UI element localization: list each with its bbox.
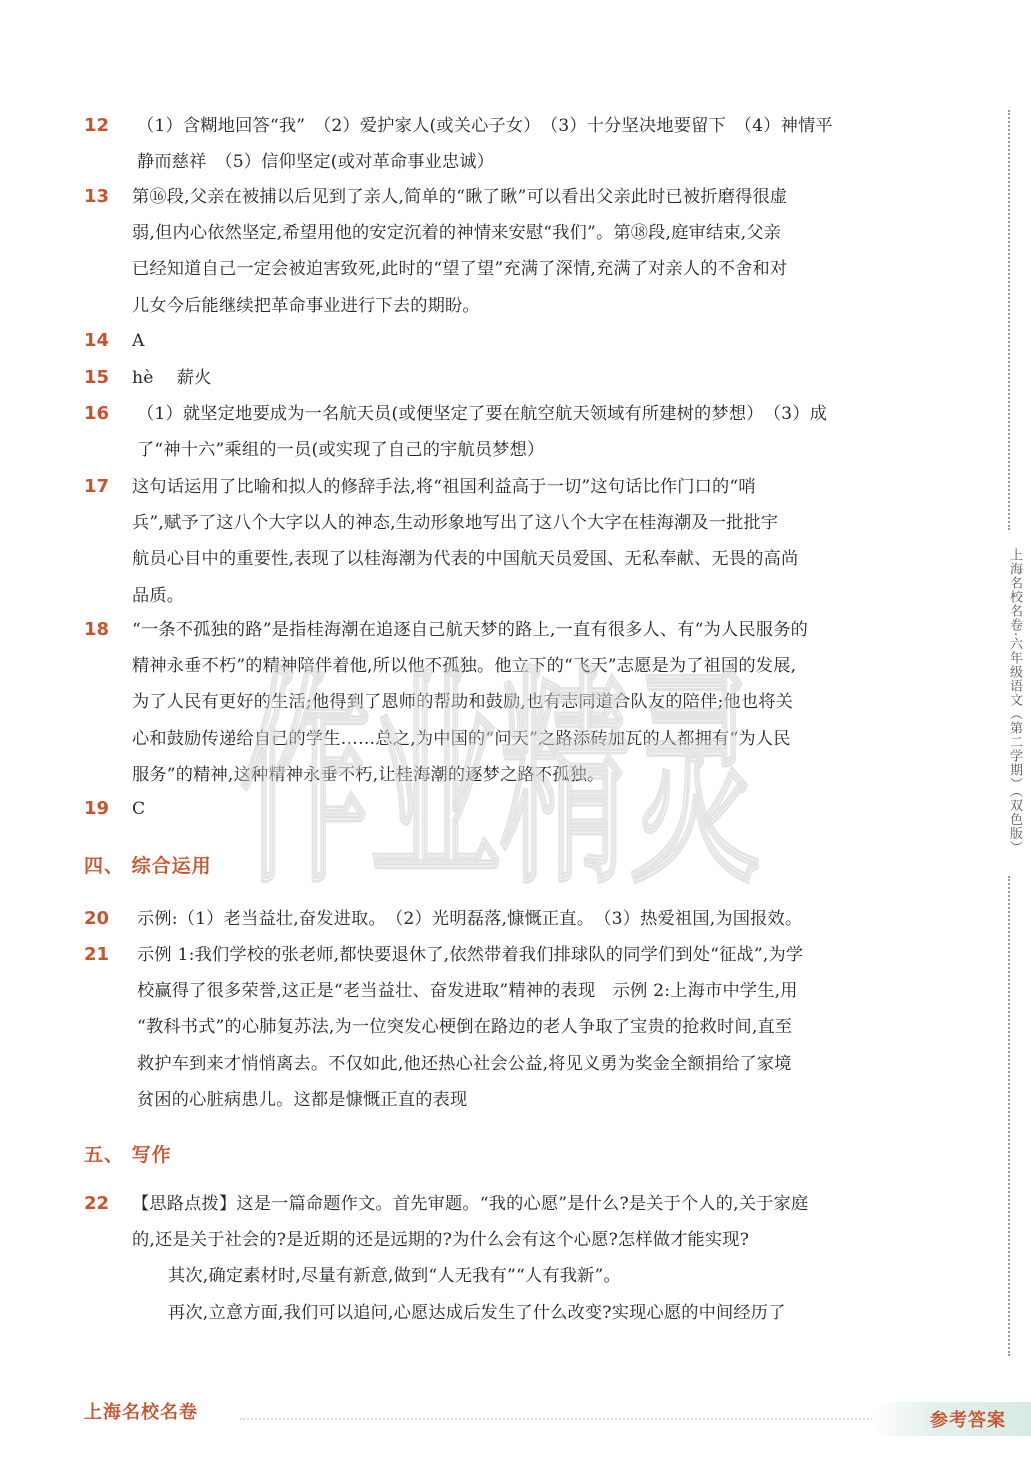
question-number: 21 (84, 944, 110, 965)
question-number: 19 (84, 798, 110, 819)
answer-line: 心和鼓励传递给自己的学生……总之,为中国的“问天”之路添砖加瓦的人都拥有“为人民 (132, 728, 791, 749)
answer-line: 品质。 (132, 585, 185, 606)
answer-text (132, 323, 964, 359)
answer-line: 校赢得了很多荣誉,这正是“老当益壮、奋发进取”精神的表现 示例 2:上海市中学生,用 (137, 981, 798, 1002)
answer-line: A (132, 331, 145, 351)
answer-text (132, 791, 964, 827)
side-book-title: 上海名校名卷·六年级语文（第二学期）（双色版） (1007, 548, 1022, 855)
answer-line: 弱,但内心依然坚定,希望用他的安定沉着的神情来安慰“我们”。第⑱段,庭审结束,父亲 (132, 223, 782, 244)
question-number: 20 (84, 908, 110, 929)
answer-line: 为了人民有更好的生活;他得到了恩师的帮助和鼓励,也有志同道合队友的陪伴;他也将关 (132, 692, 793, 713)
answer-line: 服务”的精神,这种精神永垂不朽,让桂海潮的逐梦之路不孤独。 (132, 764, 605, 785)
answer-line: 这句话运用了比喻和拟人的修辞手法,将“祖国利益高于一切”这句话比作门口的“哨 (132, 477, 756, 497)
answer-line: “一条不孤独的路”是指桂海潮在追逐自己航天梦的路上,一直有很多人、有“为人民服务的 (132, 620, 808, 640)
answer-line: 贫困的心脏病患儿。这都是慷慨正直的表现 (137, 1089, 468, 1110)
answer-text (132, 1186, 964, 1331)
section-heading: 五、 写作 (84, 1144, 172, 1166)
side-divider (1008, 876, 1012, 1356)
answer-line: C (132, 799, 146, 819)
question-number: 16 (84, 403, 110, 424)
footer-divider (240, 1418, 880, 1420)
answer-line: 其次,确定素材时,尽量有新意,做到“人无我有”“人有我新”。 (168, 1266, 621, 1287)
answer-line: 第⑯段,父亲在被捕以后见到了亲人,简单的“瞅了瞅”可以看出父亲此时已被折磨得很虚 (132, 187, 788, 207)
answer-line: 示例:（1）老当益壮,奋发进取。 （2）光明磊落,慷慨正直。 （3）热爱祖国,为国报效。 (137, 909, 803, 929)
question-number: 18 (84, 619, 110, 640)
answer-text (137, 108, 967, 180)
answer-line: 儿女今后能继续把革命事业进行下去的期盼。 (132, 295, 480, 316)
answer-line: 精神永垂不朽”的精神陪伴着他,所以他不孤独。他立下的“飞天”志愿是为了祖国的发展, (132, 656, 797, 677)
answer-line: hè 薪火 (132, 368, 212, 388)
question-number: 13 (84, 186, 110, 207)
section-heading: 四、 综合运用 (84, 855, 212, 877)
answer-line: “教科书式”的心肺复苏法,为一位突发心梗倒在路边的老人争取了宝贵的抢救时间,直至 (137, 1017, 793, 1038)
footer-section-label: 参考答案 (930, 1410, 1006, 1431)
answer-line: 已经知道自己一定会被迫害致死,此时的“望了望”充满了深情,充满了对亲人的不舍和对 (132, 259, 788, 280)
answer-text (137, 396, 967, 468)
watermark-text: 作业精灵 (240, 648, 760, 915)
answer-text (137, 937, 967, 1118)
answer-line: 了“神十六”乘组的一员(或实现了自己的宇航员梦想） (137, 440, 545, 461)
footer-series-title: 上海名校名卷 (84, 1402, 198, 1423)
answer-text (132, 179, 964, 324)
answer-line: 兵”,赋予了这八个大字以人的神态,生动形象地写出了这八个大字在桂海潮及一批批宇 (132, 513, 779, 534)
question-number: 14 (84, 330, 110, 351)
answer-line: 示例 1:我们学校的张老师,都快要退休了,依然带着我们排球队的同学们到处“征战”,为学 (137, 945, 804, 965)
answer-text (132, 360, 964, 396)
answer-line: 【思路点拨】这是一篇命题作文。首先审题。“我的心愿”是什么?是关于个人的,关于家庭 (132, 1194, 809, 1214)
answer-line: 航员心目中的重要性,表现了以桂海潮为代表的中国航天员爱国、无私奉献、无畏的高尚 (132, 549, 799, 570)
question-number: 15 (84, 367, 110, 388)
side-divider (1008, 110, 1012, 530)
question-number: 17 (84, 476, 110, 497)
answer-text (132, 612, 964, 793)
answer-line: （1）含糊地回答“我” （2）爱护家人(或关心子女） （3）十分坚决地要留下 （4）神情平 (137, 116, 833, 136)
answer-line: 的,还是关于社会的?是近期的还是远期的?为什么会有这个心愿?怎样做才能实现? (132, 1230, 750, 1251)
answer-text (137, 901, 967, 937)
answer-line: （1）就坚定地要成为一名航天员(或便坚定了要在航空航天领域有所建树的梦想） （3）成 (137, 404, 828, 424)
answer-line: 静而慈祥 （5）信仰坚定(或对革命事业忠诚） (137, 152, 495, 173)
question-number: 12 (84, 115, 110, 136)
question-number: 22 (84, 1193, 110, 1214)
answer-text (132, 469, 964, 614)
answer-line: 再次,立意方面,我们可以追问,心愿达成后发生了什么改变?实现心愿的中间经历了 (168, 1302, 786, 1323)
answer-line: 救护车到来才悄悄离去。不仅如此,他还热心社会公益,将见义勇为奖金全额捐给了家境 (137, 1053, 792, 1074)
